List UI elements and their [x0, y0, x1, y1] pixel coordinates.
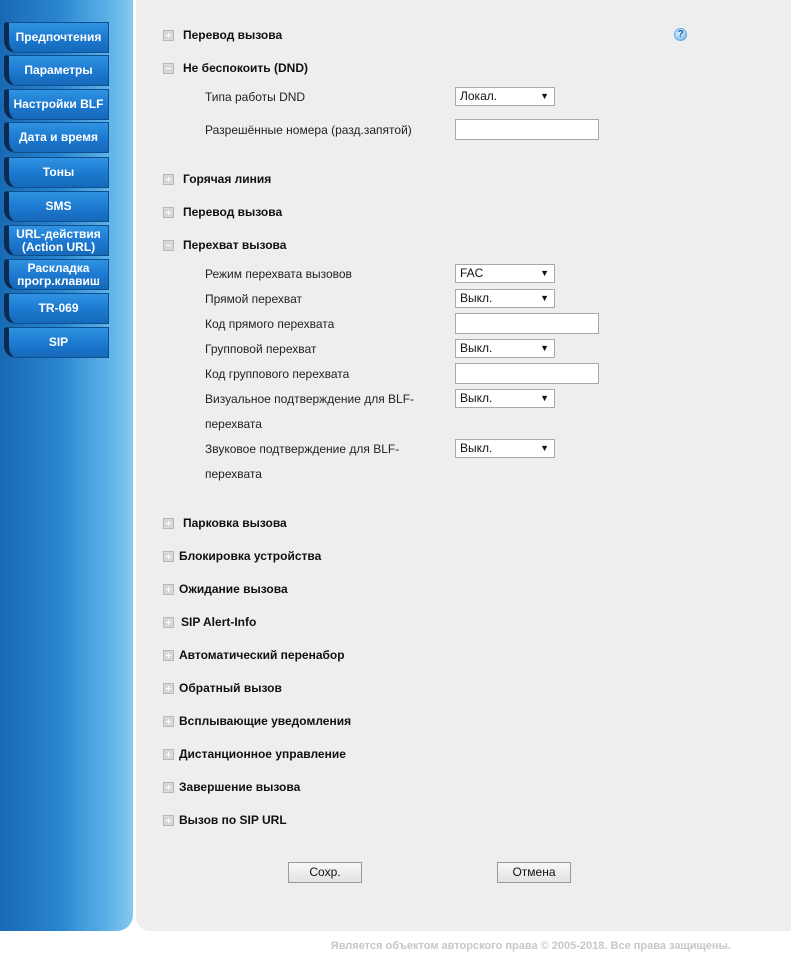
direct-pickup-label: Прямой перехват	[205, 292, 303, 306]
sidebar-item-preferences[interactable]: Предпочтения	[4, 22, 109, 53]
sidebar-item-tr069[interactable]: TR-069	[4, 293, 109, 324]
expand-plus-icon[interactable]	[163, 207, 174, 218]
expand-plus-icon[interactable]	[163, 782, 174, 793]
save-button[interactable]: Сохр.	[288, 862, 362, 883]
audio-blf-label-line1: Звуковое подтверждение для BLF-	[205, 442, 400, 456]
section-sip-alert-info[interactable]: SIP Alert-Info	[163, 615, 256, 629]
section-auto-redial[interactable]: Автоматический перенабор	[163, 648, 345, 662]
expand-plus-icon[interactable]	[163, 174, 174, 185]
audio-blf-select[interactable]: Выкл. ▼	[455, 439, 555, 458]
sidebar-item-action-url[interactable]: URL-действия (Action URL)	[4, 225, 109, 256]
expand-plus-icon[interactable]	[163, 749, 174, 760]
expand-plus-icon[interactable]	[163, 617, 174, 628]
direct-pickup-code-label: Код прямого перехвата	[205, 317, 335, 331]
expand-plus-icon[interactable]	[163, 584, 174, 595]
dropdown-arrow-icon: ▼	[540, 293, 549, 303]
expand-plus-icon[interactable]	[163, 815, 174, 826]
section-remote-control[interactable]: Дистанционное управление	[163, 747, 346, 761]
section-hotline[interactable]: Горячая линия	[163, 172, 271, 186]
dnd-mode-select[interactable]: Локал. ▼	[455, 87, 555, 106]
dropdown-arrow-icon: ▼	[540, 443, 549, 453]
pickup-mode-label: Режим перехвата вызовов	[205, 267, 352, 281]
section-callback[interactable]: Обратный вызов	[163, 681, 282, 695]
dropdown-arrow-icon: ▼	[540, 268, 549, 278]
sidebar	[0, 0, 133, 931]
section-transfer[interactable]: Перевод вызова	[163, 205, 282, 219]
expand-plus-icon[interactable]	[163, 650, 174, 661]
sidebar-item-softkey-layout[interactable]: Раскладка прогр.клавиш	[4, 259, 109, 290]
section-call-end[interactable]: Завершение вызова	[163, 780, 300, 794]
expand-plus-icon[interactable]	[163, 683, 174, 694]
sidebar-item-sms[interactable]: SMS	[4, 191, 109, 222]
section-popup-notifications[interactable]: Всплывающие уведомления	[163, 714, 351, 728]
help-icon[interactable]: ?	[674, 28, 687, 41]
section-sip-url-call[interactable]: Вызов по SIP URL	[163, 813, 287, 827]
group-pickup-code-label: Код группового перехвата	[205, 367, 350, 381]
group-pickup-label: Групповой перехват	[205, 342, 317, 356]
collapse-minus-icon[interactable]	[163, 240, 174, 251]
cancel-button[interactable]: Отмена	[497, 862, 571, 883]
expand-plus-icon[interactable]	[163, 716, 174, 727]
sidebar-item-parameters[interactable]: Параметры	[4, 55, 109, 86]
sidebar-item-sip[interactable]: SIP	[4, 327, 109, 358]
visual-blf-label-line2: перехвата	[205, 417, 262, 431]
section-call-waiting[interactable]: Ожидание вызова	[163, 582, 288, 596]
dnd-allowed-numbers-input[interactable]	[455, 119, 599, 140]
copyright-footer: Является объектом авторского права © 2005-2018. Все права защищены.	[330, 940, 731, 952]
expand-plus-icon[interactable]	[163, 518, 174, 529]
sidebar-item-date-time[interactable]: Дата и время	[4, 122, 109, 153]
collapse-minus-icon[interactable]	[163, 63, 174, 74]
expand-plus-icon[interactable]	[163, 30, 174, 41]
visual-blf-select[interactable]: Выкл. ▼	[455, 389, 555, 408]
section-dnd[interactable]: Не беспокоить (DND)	[163, 61, 308, 75]
sidebar-item-tones[interactable]: Тоны	[4, 157, 109, 188]
sidebar-item-blf-settings[interactable]: Настройки BLF	[4, 89, 109, 120]
group-pickup-select[interactable]: Выкл. ▼	[455, 339, 555, 358]
expand-plus-icon[interactable]	[163, 551, 174, 562]
direct-pickup-code-input[interactable]	[455, 313, 599, 334]
section-device-lock[interactable]: Блокировка устройства	[163, 549, 321, 563]
dropdown-arrow-icon: ▼	[540, 91, 549, 101]
section-call-park[interactable]: Парковка вызова	[163, 516, 287, 530]
section-pickup[interactable]: Перехват вызова	[163, 238, 286, 252]
visual-blf-label-line1: Визуальное подтверждение для BLF-	[205, 392, 415, 406]
group-pickup-code-input[interactable]	[455, 363, 599, 384]
dnd-allowed-label: Разрешённые номера (разд.запятой)	[205, 123, 412, 137]
section-transfer-top[interactable]: Перевод вызова	[163, 28, 282, 42]
dropdown-arrow-icon: ▼	[540, 343, 549, 353]
dropdown-arrow-icon: ▼	[540, 393, 549, 403]
dnd-mode-label: Типа работы DND	[205, 90, 306, 104]
audio-blf-label-line2: перехвата	[205, 467, 262, 481]
pickup-mode-select[interactable]: FAC ▼	[455, 264, 555, 283]
direct-pickup-select[interactable]: Выкл. ▼	[455, 289, 555, 308]
